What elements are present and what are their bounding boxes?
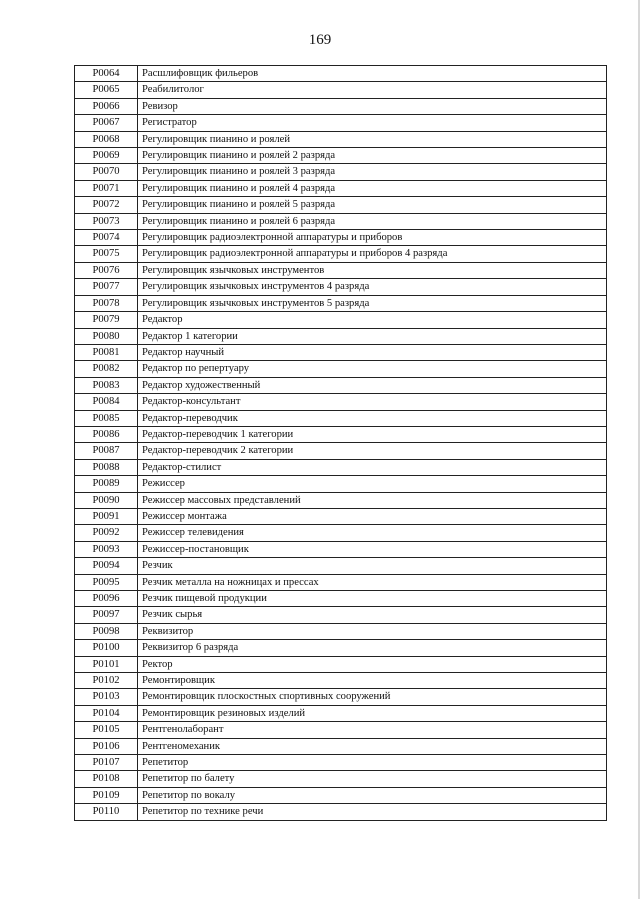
table-row [75,541,607,557]
profession-code-cell: Р0108 [75,771,138,787]
table-row [75,98,607,114]
profession-code-cell: Р0086 [75,426,138,442]
profession-title-cell: Регулировщик радиоэлектронной аппаратуры и приборов 4 разряда [138,246,607,262]
profession-code-cell: Р0110 [75,804,138,820]
profession-title-cell: Регулировщик язычковых инструментов 5 разряда [138,295,607,311]
profession-title-cell: Редактор-переводчик 2 категории [138,443,607,459]
profession-code-cell: Р0079 [75,312,138,328]
profession-title-cell: Регулировщик пианино и роялей 5 разряда [138,197,607,213]
table-row [75,213,607,229]
table-row [75,689,607,705]
profession-title-cell: Репетитор по балету [138,771,607,787]
profession-code-cell: Р0106 [75,738,138,754]
profession-title-cell: Регулировщик язычковых инструментов [138,262,607,278]
profession-title-cell: Режиссер-постановщик [138,541,607,557]
profession-code-cell: Р0092 [75,525,138,541]
profession-title-cell: Расшлифовщик фильеров [138,66,607,82]
profession-code-cell: Р0077 [75,279,138,295]
profession-code-cell: Р0066 [75,98,138,114]
table-row [75,804,607,820]
profession-title-cell: Редактор 1 категории [138,328,607,344]
table-row [75,361,607,377]
profession-title-cell: Реабилитолог [138,82,607,98]
table-row [75,131,607,147]
profession-title-cell: Редактор-консультант [138,394,607,410]
profession-title-cell: Репетитор [138,755,607,771]
profession-title-cell: Редактор [138,312,607,328]
table-row [75,295,607,311]
profession-title-cell: Регулировщик радиоэлектронной аппаратуры и приборов [138,230,607,246]
profession-code-cell: Р0067 [75,115,138,131]
profession-code-cell: Р0090 [75,492,138,508]
table-row [75,246,607,262]
profession-title-cell: Редактор-стилист [138,459,607,475]
table-row [75,623,607,639]
table-row [75,459,607,475]
table-row [75,705,607,721]
profession-code-cell: Р0081 [75,344,138,360]
profession-code-cell: Р0071 [75,180,138,196]
table-row [75,180,607,196]
table-row [75,574,607,590]
profession-code-cell: Р0103 [75,689,138,705]
profession-code-cell: Р0064 [75,66,138,82]
profession-code-cell: Р0093 [75,541,138,557]
profession-code-cell: Р0080 [75,328,138,344]
profession-code-cell: Р0089 [75,476,138,492]
profession-code-cell: Р0085 [75,410,138,426]
profession-title-cell: Регулировщик пианино и роялей 4 разряда [138,180,607,196]
table-row [75,525,607,541]
profession-title-cell: Ремонтировщик [138,673,607,689]
profession-code-cell: Р0078 [75,295,138,311]
profession-title-cell: Регулировщик пианино и роялей 3 разряда [138,164,607,180]
profession-code-cell: Р0091 [75,508,138,524]
table-row [75,771,607,787]
profession-code-cell: Р0084 [75,394,138,410]
table-row [75,443,607,459]
profession-code-cell: Р0083 [75,377,138,393]
profession-code-cell: Р0073 [75,213,138,229]
profession-title-cell: Редактор по репертуару [138,361,607,377]
profession-title-cell: Реквизитор [138,623,607,639]
profession-title-cell: Режиссер [138,476,607,492]
profession-code-cell: Р0105 [75,722,138,738]
profession-code-cell: Р0100 [75,640,138,656]
table-row [75,115,607,131]
table-row [75,66,607,82]
profession-title-cell: Регулировщик пианино и роялей [138,131,607,147]
profession-code-cell: Р0072 [75,197,138,213]
table-row [75,476,607,492]
profession-title-cell: Репетитор по вокалу [138,787,607,803]
page-number: 169 [308,32,332,48]
profession-title-cell: Резчик металла на ножницах и прессах [138,574,607,590]
profession-code-cell: Р0082 [75,361,138,377]
table-row [75,344,607,360]
profession-code-cell: Р0069 [75,148,138,164]
profession-code-cell: Р0094 [75,558,138,574]
table-row [75,197,607,213]
profession-code-cell: Р0095 [75,574,138,590]
table-row [75,738,607,754]
table-row [75,558,607,574]
profession-code-cell: Р0065 [75,82,138,98]
table-row [75,328,607,344]
profession-code-cell: Р0074 [75,230,138,246]
table-row [75,607,607,623]
table-row [75,508,607,524]
table-row [75,673,607,689]
profession-title-cell: Регулировщик пианино и роялей 2 разряда [138,148,607,164]
table-row [75,312,607,328]
profession-title-cell: Реквизитор 6 разряда [138,640,607,656]
profession-code-cell: Р0107 [75,755,138,771]
profession-code-cell: Р0096 [75,591,138,607]
profession-code-cell: Р0068 [75,131,138,147]
profession-title-cell: Регулировщик язычковых инструментов 4 разряда [138,279,607,295]
profession-title-cell: Ревизор [138,98,607,114]
profession-title-cell: Резчик пищевой продукции [138,591,607,607]
table-body [75,66,607,821]
profession-code-cell: Р0101 [75,656,138,672]
profession-title-cell: Режиссер телевидения [138,525,607,541]
profession-code-cell: Р0109 [75,787,138,803]
profession-code-cell: Р0097 [75,607,138,623]
table-row [75,787,607,803]
table-row [75,410,607,426]
table-row [75,230,607,246]
profession-code-cell: Р0102 [75,673,138,689]
profession-title-cell: Рентгеномеханик [138,738,607,754]
table-row [75,164,607,180]
profession-title-cell: Редактор-переводчик [138,410,607,426]
table-row [75,377,607,393]
profession-title-cell: Ремонтировщик резиновых изделий [138,705,607,721]
table-row [75,394,607,410]
table-row [75,279,607,295]
profession-title-cell: Редактор научный [138,344,607,360]
profession-code-cell: Р0104 [75,705,138,721]
profession-title-cell: Режиссер монтажа [138,508,607,524]
table-row [75,640,607,656]
table-row [75,591,607,607]
profession-code-cell: Р0075 [75,246,138,262]
profession-title-cell: Регистратор [138,115,607,131]
table-row [75,148,607,164]
profession-title-cell: Ректор [138,656,607,672]
table-row [75,755,607,771]
profession-title-cell: Редактор-переводчик 1 категории [138,426,607,442]
profession-title-cell: Рентгенолаборант [138,722,607,738]
profession-code-cell: Р0070 [75,164,138,180]
profession-code-cell: Р0098 [75,623,138,639]
profession-title-cell: Редактор художественный [138,377,607,393]
table-row [75,492,607,508]
profession-code-cell: Р0087 [75,443,138,459]
table-row [75,656,607,672]
table-row [75,262,607,278]
profession-codes-table [74,65,607,821]
table-row [75,722,607,738]
profession-title-cell: Резчик сырья [138,607,607,623]
profession-code-cell: Р0076 [75,262,138,278]
profession-code-cell: Р0088 [75,459,138,475]
profession-title-cell: Репетитор по технике речи [138,804,607,820]
table-row [75,426,607,442]
table-row [75,82,607,98]
profession-title-cell: Регулировщик пианино и роялей 6 разряда [138,213,607,229]
profession-title-cell: Режиссер массовых представлений [138,492,607,508]
profession-title-cell: Ремонтировщик плоскостных спортивных сооружений [138,689,607,705]
profession-title-cell: Резчик [138,558,607,574]
